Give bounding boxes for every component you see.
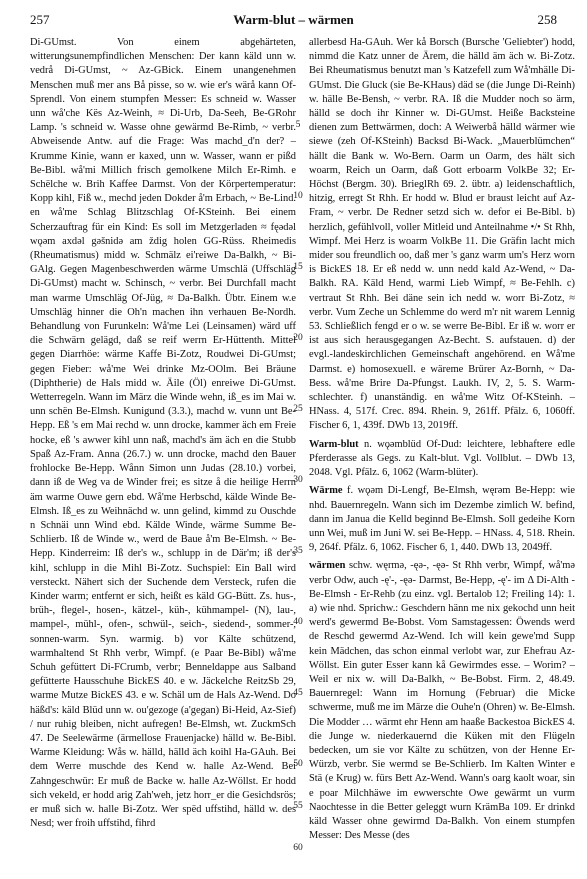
entry-headword: wärmen [309, 560, 346, 572]
line-number: 10 [293, 191, 303, 201]
line-number: 30 [293, 475, 303, 485]
line-number: 20 [293, 333, 303, 343]
line-number: 40 [293, 617, 303, 627]
line-number: 55 [293, 801, 303, 811]
entry-continuation [309, 36, 575, 434]
page-number-right: 258 [537, 12, 557, 27]
line-number: 45 [293, 688, 303, 698]
line-number: 35 [293, 546, 303, 556]
line-number: 25 [293, 404, 303, 414]
line-number: 50 [293, 759, 303, 769]
right-column [309, 36, 575, 868]
dictionary-entry [309, 438, 575, 481]
line-number: 60 [293, 843, 303, 853]
page-number-left: 257 [30, 12, 50, 27]
left-column [30, 36, 296, 868]
line-number: 5 [295, 120, 301, 130]
entry-headword: Warm-blut [309, 438, 359, 450]
entry-text: n. wǫəmblüd Of-Dud: leichtere, lebhaftere edle Pferderasse als Gegs. zu Kalt-blut. Vgl. Vollblut. – DWb 13, 2048. Vgl. Pfälz. 6, 1062 (Warm-blüter). [309, 438, 575, 479]
line-number: 15 [293, 262, 303, 272]
entry-text: f. wǫəm Di-Lengf, Be-Elmsh, węrəm Be-Hepp: wie nhd. Bauernregeln. Wann sich im Dezembe zimlich W. befind, dann im Janua die Kelld beginnd Be-Elmsh. Soll gedeihe Korn unn Wei, muß im Juni W. sei Be-Hepp. – HNass. 4, 518. Rhein. 9, 264f. Pfälz. 6, 1062. Fischer 6, 1, 440. DWb 13, 2049ff. [309, 485, 575, 554]
dictionary-entry [309, 559, 575, 843]
running-title: Warm-blut – wärmen [233, 12, 354, 27]
dictionary-entry [309, 484, 575, 555]
entry-text: schw. węrmə, -ęə-, -ęə- St Rhh verbr, Wimpf, wå'mə verbr Odw, auch -ę'-, -ęə- Darmst, Be-Hepp, -ę'- im Δ Di-Alth - Be-Elmsh - Er-Rehb (zu einz. vgl. Bertalob 12; Freiling 14): 1. a) wie nhd. Sprichw.: Geschdern hänn me nix gekochd unn heit werd's gewermd Be-Bobst. Vom Samstagessen: Öwends werd de Reschd gewermd Az-Wend. Ich will kein gewe'md Supp kein Mädchen, das schon einmal verlobt war, zur Ehefrau Az-Wöllst. Ein guter Esser kann kå Gewirmdes esse. – Worim? – Weil er nix w. will Da-Balkh, ~ Be-Bobst. Firm. 2, 48.49. Bauernregel: Wann im Hornung (Februar) die Micke schwerme, muß me im Märze die Ouhe'n (Ohren) w. Be-Elmsh. Die Modder … wärmt ehr Henn am haaße Backestoa BickES 4. die Junge w. niederkauernd die Küken mit den Flügeln bedecken, um sie vor Kälte zu schützen, von der Henne Er-Würzb, verbr. Sie wermd se Be-Schlierb. Im Kalten Winter e Stä (e Krug) w. fürs Bett Az-Wend. Wann's oarg kaolt woar, sin e poar Milchhäwe im ewwerschte Owe gewärmt un vurm Naochtesse in die Better geleggt wurn KrämBa 109. Er drinkd käld Wasser ohne gewirmd Da-Balkh. Von einem stumpfen Messer: Des Messe (des [309, 560, 575, 842]
entry-text: allerbesd Ha-GAuh. Wer kå Borsch (Bursche 'Geliebter') hodd, nimmd die Katz unner de Ärem, die hälld äm äch w. Bi-Zotz. Bei Rheumatismus benutzt man 's Katzefell zum Wå'mhälle Di-GUmst. Die Gluck (sie Be-KHaus) däd se (die Junge Di-Reinh) w. hälle Be-Bensh, ~ verbr. RA. Iß die Mudder noch so ärm, hälld se doch ihr Kinner w. Di-GUmst. Heiße Backsteine dienen zum Bettwärmen, doch: A Weiwerbå hälld wärmer wie siewe (zeh Of-KSteinh) Backsd Bi-Wack. „Mauerblümchen“ hällt die Bank w. Wo-Bern. Oarm un Oarm, des hält sich woarm, Reich un Oarm, daß Gott erboarm VolkBe 32; Er-Höchst (Bergm. 30). BrieglRh 69. 2. übtr. a) leidenschaftlich, hitzig, erregt St Rhh. Er hodd w. Blud er braust leicht auf Az-Fram, ~ verbr. De Redner setzd sich w. defor ei Be-Bibl. b) herzlich, gefühlvoll, voller Mitleid und Anteilnahme •/• St Rhh, Wimpf. Mei Herz is woarm VolkBe 11. Die Gräfin lacht mich mider sou freundlich oo, daß mer 's ganz warm um's Herz worn is BickES 18. Er eß nedd w. unn nedd kald Az-Wend, ~ Da-Balkh. RA. Käld Hend, warmi Lieb Wimpf, ≈ Be-Fehlh. c) vertraut St Rhh. Bei däne sein ich nedd w. worr Bi-Zotz, ≈ verbr. Vum Zeche un Schlemme do werd m'r nit warem Lennig 53. Schließlich fengd er o w. se werre Be-Bibl. Er iß w. worr er ist aus sich herausgegangen Az-Becht. S. aufstauen. d) der evgl.-landeskirchlichen Gemeinschaft angehörend. en Wå'me Darmst. e) homosexuell. e wäreme Brürer Az-Bornh, ~ Da-Bess. wå'me Brire Da-Pfungst. Laukh. IV, 2, 5. S. Warm-schlechter. f) unanständig. en wå'me Witz Of-KSteinh. – HNass. 4, 517f. Crec. 894. Rhein. 9, 261ff. Pfälz. 6, 1060ff. Fischer 6, 1, 439f. DWb 13, 2019ff. [309, 37, 575, 432]
left-column-text: Di-GUmst. Von einem abgehärteten, witterungsunempfindlichen Menschen: Der kann käld unn w. vedrå Di-GUmst, ~ Az-GBick. Einem unangenehmen Menschen muß mer ans Bå pisse, so w. wie er's wärå kann Of-Sprendl. Von einem stumpfen Messer: Es schneid w. Wasser unn wå'che Kës Az-Weinh, ≈ Di-Urb, Da-Seeh, Be-GRohr Lamp. 's schneid w. Wasse ohne gewärmd Be-Rimb, ~ verbr. Abweisende Antw. auf die Frage: Was machd_d'n der? – Krumme Kinie, wann er kaxed, unn w. Wasser, wann er pißd Be-Bibl. wå'mi Millich frisch gemolkene Milch Er-Rimh. e Schëlche w. Brih Kaffee Darmst. Von der Körpertemperatur: Kopp kihl, Fiß w., mechd jeden Dokder å'm Erbach, ~ Be-Lind. en wå'me Schlag Blitzschlag Of-KSteinh. Bei einem Scherzauftrag für ein Kind: Es soll im Metzgerladen ≈ fęədəl wǫəm axdəl gǝšnidə am ždig holen GG-Rüss. Rheimedis (Rheumatismus) midd w. Schmälz ei'reiwe Da-Balkh, ~ Bi-GAlg. Gegen Magenbeschwerden wärme Umschlä (Uffschläg Di-GUmst) macht w. Schinsch, ~ verbr. Bei Durchfall macht man warme Umschläg Of-Jüg, ≈ Da-Balkh. Übtr. Einem w.e Umschläg hinner die Oh'n machen ihn verhauen Be-Nordh. Behandlung von Furunkeln: Wå'me Lei (Leinsamen) wärd uff die Schwärn gelägd, daß se reif werrn Er-Hüttenth. Mittel gegen Diarrhöe: wärme Kaffe Bi-Zotz, Roudwei Di-GUmst; gegen Fieber: wå'me Wei drinke Mz-OOlm. Bei Bräune (Diphtherie) de Hals midd w. Äile (Öl) enreiwe Di-GUmst. Wetterregeln. Wann im März die Winde wehn, iß_es im Mai w. unn schën Be-Elmsh. Kunigund (3.3.), machd w. vunn unt Be-Hepp. Eß 's em Mai rechd w. unn drocke, kammer äch em Freie hocke, eß 's awwer kihl unn naß, machd's äm äch en die Stubb Spaß Az-Fram. Anna (26.7.) w. unn drocke, machd den Bauer frohlocke Be-Hepp. Wånn Simon unn Judas (28.10.) vorbei, dann iß de Weg va de Winder frei; es sitze å die heilige Herrn äm warme Ouwe gern ebd. Wå'me Herbschd, kälde Winde Be-Elmsh. Iß_es zu Weihnächd w. unn gelind, kimmd zu Ouschde n Schnäi unn Wind ebd. Kälde Winde, wärme Summe Be-Schlierb. Iß de Winde w., werd de Baue å'm Be-Elmsh. ~ Be-Hepp. Kinderreim: Iß der's w., schlupp in de Där'm; iß der's kihl, schlupp in die Mihl Bi-Zotz. Suchspiel: Ein Ball wird versteckt. Nähert sich der Suchende dem Versteck, rufen die Kinder warm; entfernt er sich, heißt es käld GG-Bütt. Zs. hus-, brüh-, flegel-, hosen-, kätzel-, küh-, kühmampel- (N), lau-, mampel-, mühl-, ofen-, schwül-, seich-, siedend-, sommer-, sonnen-warm. Syn. warmig. b) vor Kälte schützend, warmhaltend St Rhh verbr, Wimpf. (e Paar Be-Bibl) wå'me Schuh gefüttert Di-FCrumb, verbr; Benneldappe aus Salband gefütterte Hausschuhe BickES 40. e w. Jäckelche ReitzSb 29, warme Mutze BickES 43. e w. Schäl um de Hals Az-Wend. Do häßd's: käld Blüd unn w. ou'gezoge (a'gegan) Bi-Heid, Az-Sief) / nur ruhig bleiben, nicht aufregen! Be-Elmsh, wt. ZuckmSch 47. De Seelewärme (ärmellose Frauenjacke) hälld w. Be-Bibl. Warme Kleidung: Wås w. hälld, hälld äch koihl Ha-GAuh. Bei dem Werre muschde des Kend w. halle Az-Wend. Bei Zahngeschwür: Er muß de Backe w. halle Az-Wöllst. Er hodd sich vekeld, er hodd arig Zah'weh, jetz horr_er die Gesichdsrös; er muß sich w. halle Bi-Zotz. Wer spëd uffstihd, hälld w. des Nesd; wer froih uffstihd, fihrd [30, 37, 296, 830]
entry-headword: Wärme [309, 485, 343, 497]
page-header [30, 12, 557, 32]
